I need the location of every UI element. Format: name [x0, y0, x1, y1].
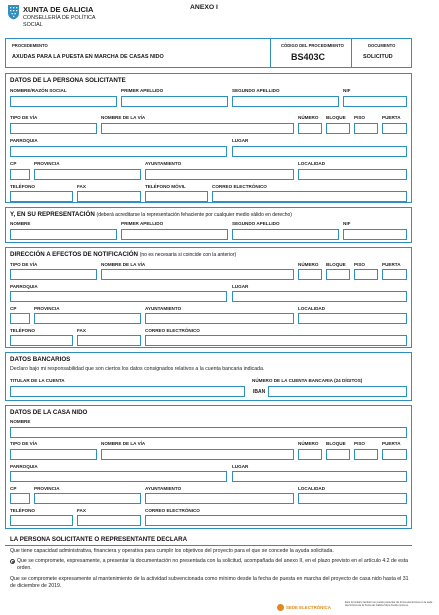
- label-not-cp: CP: [10, 306, 17, 311]
- label-nombre-via: NOMBRE DE LA VÍA: [101, 115, 146, 120]
- cn-localidad-field[interactable]: [298, 493, 407, 504]
- label-not-numero: NÚMERO: [298, 262, 319, 267]
- cn-bloque-field[interactable]: [326, 449, 350, 460]
- not-puerta-field[interactable]: [382, 269, 407, 280]
- annex-title: ANEXO I: [190, 4, 218, 11]
- cn-numero-field[interactable]: [298, 449, 322, 460]
- segundo-apellido-field[interactable]: [232, 96, 339, 107]
- cn-puerta-field[interactable]: [382, 449, 407, 460]
- cn-cp-field[interactable]: [10, 493, 30, 504]
- label-cn-cp: CP: [10, 486, 17, 491]
- cn-piso-field[interactable]: [354, 449, 378, 460]
- label-not-ayuntamiento: AYUNTAMIENTO: [145, 306, 182, 311]
- declara-paragraph-3: Que se compromete expresamente al mantenimiento de la actividad subvencionada como mínimo desde la fecha de puesta en marcha del proyecto de casa nido hasta el 31 de diciembre de 2019.: [10, 576, 409, 589]
- not-correo-field[interactable]: [145, 335, 407, 346]
- label-parroquia: PARROQUIA: [10, 138, 38, 143]
- sede-electronica-icon: [277, 604, 284, 611]
- sede-electronica-label: SEDE ELECTRÓNICA: [286, 605, 331, 610]
- not-tipo-via-field[interactable]: [10, 269, 97, 280]
- label-not-nombre-via: NOMBRE DE LA VÍA: [101, 262, 146, 267]
- provincia-field[interactable]: [34, 169, 141, 180]
- not-bloque-field[interactable]: [326, 269, 350, 280]
- representacion-note: (deberá acreditarse la representación fehaciente por cualquier medio válido en derecho): [96, 212, 292, 218]
- declara-underline: [5, 545, 412, 546]
- label-not-puerta: PUERTA: [382, 262, 401, 267]
- telefono-field[interactable]: [10, 191, 73, 202]
- label-cn-lugar: LUGAR: [232, 464, 249, 469]
- label-rep-nif: NIF: [343, 221, 351, 226]
- label-not-correo: CORREO ELECTRÓNICO: [145, 328, 200, 333]
- bloque-field[interactable]: [326, 123, 350, 134]
- label-cn-tipo-via: TIPO DE VÍA: [10, 441, 38, 446]
- cn-correo-field[interactable]: [145, 515, 407, 526]
- label-numero-cuenta: NÚMERO DE LA CUENTA BANCARIA (24 DÍGITOS): [252, 378, 363, 383]
- declara-paragraph-2: Que se compromete, expresamente, a presentar la documentación no presentada con la solicitud, acompañada del anexo II, en el plazo previsto en el artículo 4.2 de esta orden.: [17, 558, 409, 571]
- cp-field[interactable]: [10, 169, 30, 180]
- label-numero: NÚMERO: [298, 115, 319, 120]
- section-casa-nido-title: DATOS DE LA CASA NIDO: [10, 409, 88, 416]
- label-cn-fax: FAX: [77, 508, 86, 513]
- fax-field[interactable]: [77, 191, 141, 202]
- section-representacion-title: [10, 211, 292, 218]
- label-not-localidad: LOCALIDAD: [298, 306, 326, 311]
- label-cn-provincia: PROVINCIA: [34, 486, 60, 491]
- titular-cuenta-field[interactable]: [10, 386, 245, 397]
- not-lugar-field[interactable]: [232, 291, 407, 302]
- label-not-parroquia: PARROQUIA: [10, 284, 38, 289]
- cn-provincia-field[interactable]: [34, 493, 141, 504]
- piso-field[interactable]: [354, 123, 378, 134]
- localidad-field[interactable]: [298, 169, 407, 180]
- notificacion-note: (no es necesaria si coincide con la anterior): [139, 252, 237, 258]
- cn-nombre-field[interactable]: [10, 427, 407, 438]
- nombre-razon-field[interactable]: [10, 96, 117, 107]
- notificacion-title-text: DIRECCIÓN A EFECTOS DE NOTIFICACIÓN: [10, 251, 138, 258]
- label-nombre-razon: NOMBRE/RAZÓN SOCIAL: [10, 88, 67, 93]
- bancarios-note: Declaro bajo mi responsabilidad que son ciertos los datos consignados relativos a la cuenta bancaria indicada.: [10, 366, 265, 372]
- not-parroquia-field[interactable]: [10, 291, 227, 302]
- not-provincia-field[interactable]: [34, 313, 141, 324]
- not-ayuntamiento-field[interactable]: [145, 313, 294, 324]
- label-rep-primer-apellido: PRIMER APELLIDO: [121, 221, 164, 226]
- label-cn-ayuntamiento: AYUNTAMIENTO: [145, 486, 182, 491]
- label-fax: FAX: [77, 184, 86, 189]
- label-segundo-apellido: SEGUNDO APELLIDO: [232, 88, 280, 93]
- label-rep-nombre: NOMBRE: [10, 221, 31, 226]
- label-cn-correo: CORREO ELECTRÓNICO: [145, 508, 200, 513]
- label-bloque: BLOQUE: [326, 115, 346, 120]
- cn-telefono-field[interactable]: [10, 515, 73, 526]
- org-dept-line-2: SOCIAL: [23, 22, 43, 28]
- footer-note: Este formulario también se puede presentar de forma electrónica en la sede electrónica de la Xunta de Galicia https://sede.xunta.es: [345, 601, 433, 608]
- ayuntamiento-field[interactable]: [145, 169, 294, 180]
- label-not-telefono: TELÉFONO: [10, 328, 36, 333]
- document-value: SOLICITUD: [363, 54, 393, 60]
- label-ayuntamiento: AYUNTAMIENTO: [145, 161, 182, 166]
- label-provincia: PROVINCIA: [34, 161, 60, 166]
- numero-field[interactable]: [298, 123, 322, 134]
- cn-tipo-via-field[interactable]: [10, 449, 97, 460]
- cn-parroquia-field[interactable]: [10, 471, 227, 482]
- label-correo: CORREO ELECTRÓNICO: [212, 184, 267, 189]
- label-piso: PISO: [354, 115, 365, 120]
- label-cn-nombre: NOMBRE: [10, 419, 31, 424]
- label-cn-bloque: BLOQUE: [326, 441, 346, 446]
- not-localidad-field[interactable]: [298, 313, 407, 324]
- not-nombre-via-field[interactable]: [101, 269, 294, 280]
- not-cp-field[interactable]: [10, 313, 30, 324]
- label-primer-apellido: PRIMER APELLIDO: [121, 88, 164, 93]
- label-not-provincia: PROVINCIA: [34, 306, 60, 311]
- nif-field[interactable]: [343, 96, 407, 107]
- cn-fax-field[interactable]: [77, 515, 141, 526]
- declara-radio-icon[interactable]: [10, 559, 15, 564]
- label-telefono-movil: TELÉFONO MÓVIL: [145, 184, 186, 189]
- label-telefono: TELÉFONO: [10, 184, 36, 189]
- org-dept-line-1: CONSELLERÍA DE POLÍTICA: [23, 15, 96, 21]
- procedure-divider-2: [351, 39, 352, 67]
- procedure-code-label: CÓDIGO DEL PROCEDIMIENTO: [281, 43, 344, 48]
- declara-paragraph-1: Que tiene capacidad administrativa, financiera y operativa para cumplir los objetivos del proyecto para el que se concede la ayuda solicitada.: [10, 548, 334, 554]
- label-tipo-via: TIPO DE VÍA: [10, 115, 38, 120]
- label-cn-parroquia: PARROQUIA: [10, 464, 38, 469]
- not-piso-field[interactable]: [354, 269, 378, 280]
- section-solicitante-title: DATOS DE LA PERSONA SOLICITANTE: [10, 77, 126, 84]
- section-declara-title: LA PERSONA SOLICITANTE O REPRESENTANTE DECLARA: [10, 536, 188, 543]
- primer-apellido-field[interactable]: [121, 96, 228, 107]
- correo-field[interactable]: [212, 191, 407, 202]
- cn-nombre-via-field[interactable]: [101, 449, 294, 460]
- label-iban: IBAN: [253, 389, 266, 395]
- label-puerta: PUERTA: [382, 115, 401, 120]
- document-label: DOCUMENTO: [368, 43, 396, 48]
- label-not-tipo-via: TIPO DE VÍA: [10, 262, 38, 267]
- iban-field[interactable]: [268, 386, 407, 397]
- procedure-divider-1: [270, 39, 271, 67]
- label-cn-piso: PISO: [354, 441, 365, 446]
- section-notificacion-title: [10, 251, 236, 258]
- label-cn-numero: NÚMERO: [298, 441, 319, 446]
- procedure-code-value: BS403C: [291, 52, 326, 62]
- telefono-movil-field[interactable]: [145, 191, 208, 202]
- label-cn-localidad: LOCALIDAD: [298, 486, 326, 491]
- not-telefono-field[interactable]: [10, 335, 73, 346]
- label-not-fax: FAX: [77, 328, 86, 333]
- nombre-via-field[interactable]: [101, 123, 294, 134]
- rep-segundo-apellido-field[interactable]: [232, 229, 339, 240]
- puerta-field[interactable]: [382, 123, 407, 134]
- cn-ayuntamiento-field[interactable]: [145, 493, 294, 504]
- xunta-logo-icon: [7, 4, 20, 20]
- not-numero-field[interactable]: [298, 269, 322, 280]
- procedure-value: AXUDAS PARA LA PUESTA EN MARCHA DE CASAS NIDO: [12, 54, 164, 60]
- representacion-title-text: Y, EN SU REPRESENTACIÓN: [10, 211, 95, 218]
- label-cp: CP: [10, 161, 17, 166]
- label-localidad: LOCALIDAD: [298, 161, 326, 166]
- rep-nombre-field[interactable]: [10, 229, 117, 240]
- parroquia-field[interactable]: [10, 146, 227, 157]
- org-name: XUNTA DE GALICIA: [23, 5, 94, 14]
- declara-radio-dot-icon: [12, 561, 14, 563]
- procedure-box: [5, 38, 412, 68]
- label-cn-nombre-via: NOMBRE DE LA VÍA: [101, 441, 146, 446]
- section-bancarios-title: DATOS BANCARIOS: [10, 356, 71, 363]
- rep-primer-apellido-field[interactable]: [121, 229, 228, 240]
- label-rep-segundo-apellido: SEGUNDO APELLIDO: [232, 221, 280, 226]
- not-fax-field[interactable]: [77, 335, 141, 346]
- label-lugar: LUGAR: [232, 138, 249, 143]
- label-not-lugar: LUGAR: [232, 284, 249, 289]
- label-titular-cuenta: TITULAR DE LA CUENTA: [10, 378, 65, 383]
- lugar-field[interactable]: [232, 146, 407, 157]
- label-cn-telefono: TELÉFONO: [10, 508, 36, 513]
- procedure-label: PROCEDEMENTO: [12, 43, 48, 48]
- section-casa-nido: [5, 405, 412, 529]
- label-not-piso: PISO: [354, 262, 365, 267]
- label-cn-puerta: PUERTA: [382, 441, 401, 446]
- label-nif: NIF: [343, 88, 351, 93]
- cn-lugar-field[interactable]: [232, 471, 407, 482]
- label-not-bloque: BLOQUE: [326, 262, 346, 267]
- rep-nif-field[interactable]: [343, 229, 407, 240]
- tipo-via-field[interactable]: [10, 123, 97, 134]
